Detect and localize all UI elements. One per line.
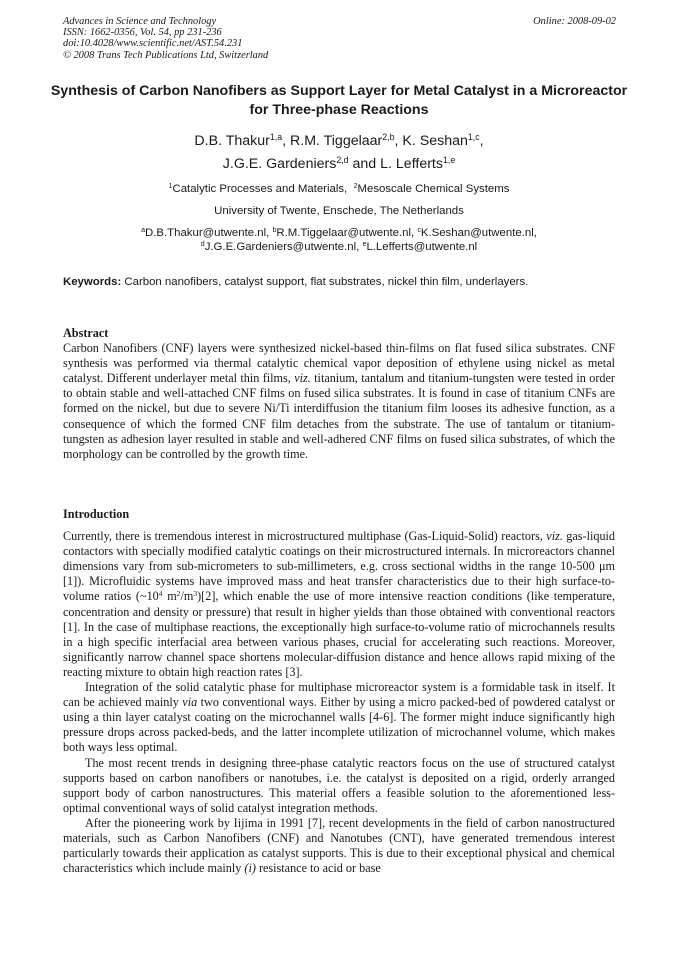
author-line-1: D.B. Thakur$^{1,a}$, R.M. Tiggelaar$^{2,b}$, K. Seshan$^{1,c}$, [194,132,484,149]
email-link[interactable]: R.M.Tiggelaar@utwente.nl, [276,227,415,239]
intro-paragraph-4: After the pioneering work by Iijima in 1991 [7], recent developments in the field of carbon nanostructured materials, such as Carbon Nanofibers (CNF) and Nanotubes (CNT), have generated tremendous interest particularly towards their application as catalyst supports. This is due to their exceptional physical and chemical characteristics which include mainly (i) resistance to acid or base [63,815,615,876]
author-list [40,130,638,176]
author-affil-mark: 1,a [269,132,283,143]
university-line: University of Twente, Enschede, The Netherlands [214,205,464,217]
journal-name: Advances in Science and Technology [63,16,217,27]
intro-paragraph-3: The most recent trends in designing three-phase catalytic reactors focus on the use of structured catalyst supports based on carbon nanofibers or nanotubes, i.e. the catalyst is deposited on a rigid, orderly arranged support body of carbon nanostructures. This material offers a feasible solution to the aforementioned less-optimal conventional ways of solid catalyst integration methods. [63,755,615,815]
author-affil-mark: 1,e [442,155,456,166]
affiliation-1: Catalytic Processes and Materials, [172,183,348,195]
paper-title: Synthesis of Carbon Nanofibers as Support Layer for Metal Catalyst in a Microreactor for Three-phase Reactions [50,83,628,118]
affiliation-2: Mesoscale Chemical Systems [357,183,510,195]
intro-paragraph-2: Integration of the solid catalytic phase for multiphase microreactor system is a formidable task in itself. It can be achieved mainly via two conventional ways. Either by using a micro packed-bed of powdered catalyst or using a thin layer catalyst coating on the microchannel walls [4-6]. The former might induce significantly high pressure drops across packed-beds, and the latter incomplete utilization of microchannel volume, which makes both ways less optimal. [63,680,616,755]
intro-paragraph-1: Currently, there is tremendous interest in microstructured multiphase (Gas-Liquid-Solid) reactors, viz. gas-liquid contactors with specially modified catalytic coatings on their microstructured internals. In microreactors channel dimensions vary from sub-micrometers to sub-millimeters, e.g. cross sectional widths in the range 10-500 μm [1]). Microfluidic systems have improved mass and heat transfer characteristics due to their high surface-to-volume ratios ($\sim 10^4$ $m^2/m^3)[2]$, which enable the use of more intensive reaction conditions (like temperature, concentration and density or pressure) that result in higher yields than those obtained with conventional reactors [1]. In the case of multiphase reactions, the exceptionally high surface-to-volume ratio of microchannels results in a high specific interfacial area between various phases, crucial for accelerating such reactions. Moreover, significantly narrow channel space shortens molecular-diffusion distance and hence allows rapid mixing of the reacting mixture to obtain high reaction rates [3]. [63,529,616,679]
affiliation-line: $^1$Catalytic Processes and Materials, $^2$Mesoscale Chemical Systems [168,183,510,195]
email-link[interactable]: D.B.Thakur@utwente.nl, [145,227,270,239]
abstract-text: Carbon Nanofibers (CNF) layers were synthesized nickel-based thin-films on flat fused silica substrates. CNF synthesis was performed via thermal catalytic chemical vapor deposition of ethylene using nickel as metal catalyst. Different underlayer metal thin films, viz. titanium, tantalum and titanium-tungsten were tested in order to obtain stable and well-attached CNF films on fused silica substrates. It is found in case of titanium CNFs are formed on the nickel, but due to severe Ni/Ti interdiffusion the titanium film looses its adhesive function, as a consequence of which the formed CNF film detaches from the substrate. The use of tantalum or titanium-tungsten as adhesion layer resulted in stable and well-adhered CNF films on fused silica substrates, of which the morphology can be controlled by the growth time. [63,341,615,461]
email-link[interactable]: L.Lefferts@utwente.nl [366,241,478,253]
author-name: D.B. Thakur [194,133,270,149]
keywords [63,275,615,289]
author-name: K. Seshan [402,133,468,149]
abstract-heading: Abstract [63,326,109,340]
author-affil-mark: 1,c [467,132,480,143]
author-name: L. Lefferts [380,156,443,172]
abstract-section [63,326,615,462]
author-name: J.G.E. Gardeniers [222,156,337,172]
online-date: Online: 2008-09-02 [533,16,616,27]
issn-line: ISSN: 1662-0356, Vol. 54, pp 231-236 [63,27,222,39]
introduction-heading: Introduction [63,507,130,521]
author-affil-mark: 2,d [336,155,349,166]
author-affil-mark: 2,b [382,132,395,143]
introduction-section [63,507,615,876]
email-line-2: $^d$J.G.E.Gardeniers@utwente.nl, $^e$L.Lefferts@utwente.nl [200,241,478,253]
email-line-1: $^a$D.B.Thakur@utwente.nl, $^b$R.M.Tiggelaar@utwente.nl, $^c$K.Seshan@utwente.nl, [141,227,537,239]
email-link[interactable]: J.G.E.Gardeniers@utwente.nl, [204,241,360,253]
keywords-label: Keywords: [63,276,122,288]
doi-line: doi:10.4028/www.scientific.net/AST.54.231 [63,38,243,50]
author-name: R.M. Tiggelaar [290,133,383,149]
keywords-text: Carbon nanofibers, catalyst support, flat substrates, nickel thin film, underlayers. [124,276,529,288]
copyright-line: © 2008 Trans Tech Publications Ltd, Switzerland [63,49,269,61]
email-link[interactable]: K.Seshan@utwente.nl, [420,227,537,239]
author-line-2: J.G.E. Gardeniers$^{2,d}$ and L. Lefferts$^{1,e}$ [222,155,456,172]
journal-header [63,16,268,61]
